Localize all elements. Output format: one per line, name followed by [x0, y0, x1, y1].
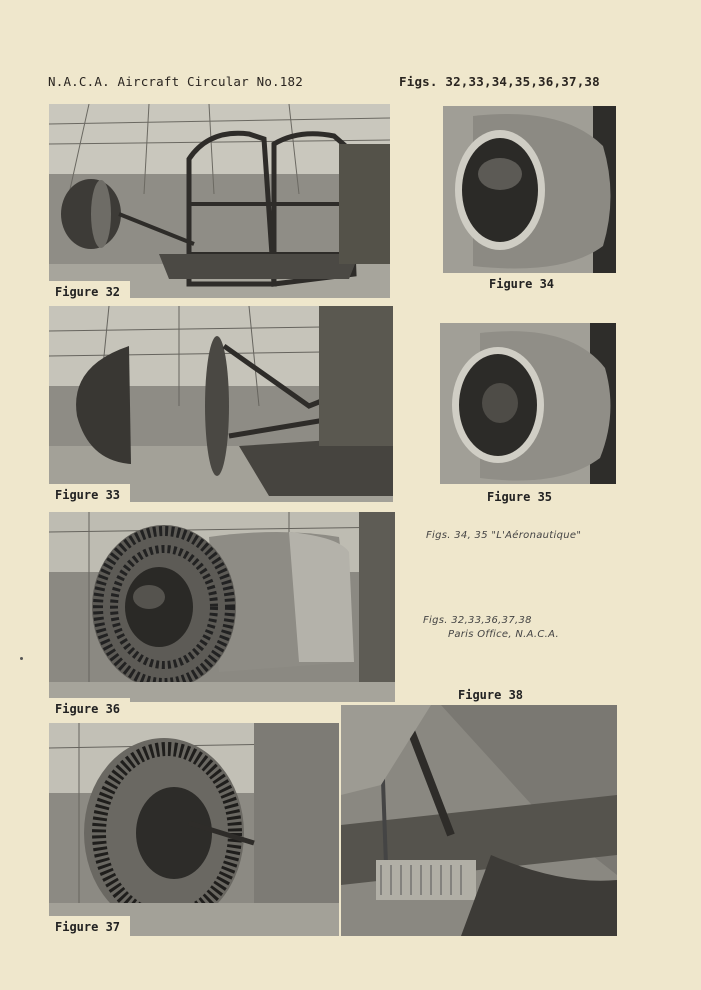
photo-figure-36 — [49, 512, 395, 702]
credit-aeronautique: Figs. 34, 35 "L'Aéronautique" — [426, 530, 582, 541]
photo-figure-37 — [49, 723, 339, 936]
credit-paris-line-1: Figs. 32,33,36,37,38 — [423, 615, 532, 626]
figure-36-label: Figure 36 — [49, 698, 130, 719]
circular-title: N.A.C.A. Aircraft Circular No.182 — [48, 74, 303, 89]
page-speck — [20, 657, 23, 660]
figure-38-caption: Figure 38 — [458, 688, 524, 702]
figure-35-caption: Figure 35 — [487, 490, 553, 504]
figure-34-caption: Figure 34 — [489, 277, 555, 291]
figures-reference: Figs. 32,33,34,35,36,37,38 — [399, 74, 600, 89]
photo-figure-33 — [49, 306, 393, 502]
figure-33-label: Figure 33 — [49, 484, 130, 505]
photo-figure-34 — [443, 106, 616, 273]
photo-figure-38 — [341, 705, 617, 936]
photo-figure-32 — [49, 104, 390, 298]
credit-paris-line-2: Paris Office, N.A.C.A. — [448, 629, 559, 640]
photo-figure-35 — [440, 323, 616, 484]
figure-32-label: Figure 32 — [49, 281, 130, 302]
figure-37-label: Figure 37 — [49, 916, 130, 937]
